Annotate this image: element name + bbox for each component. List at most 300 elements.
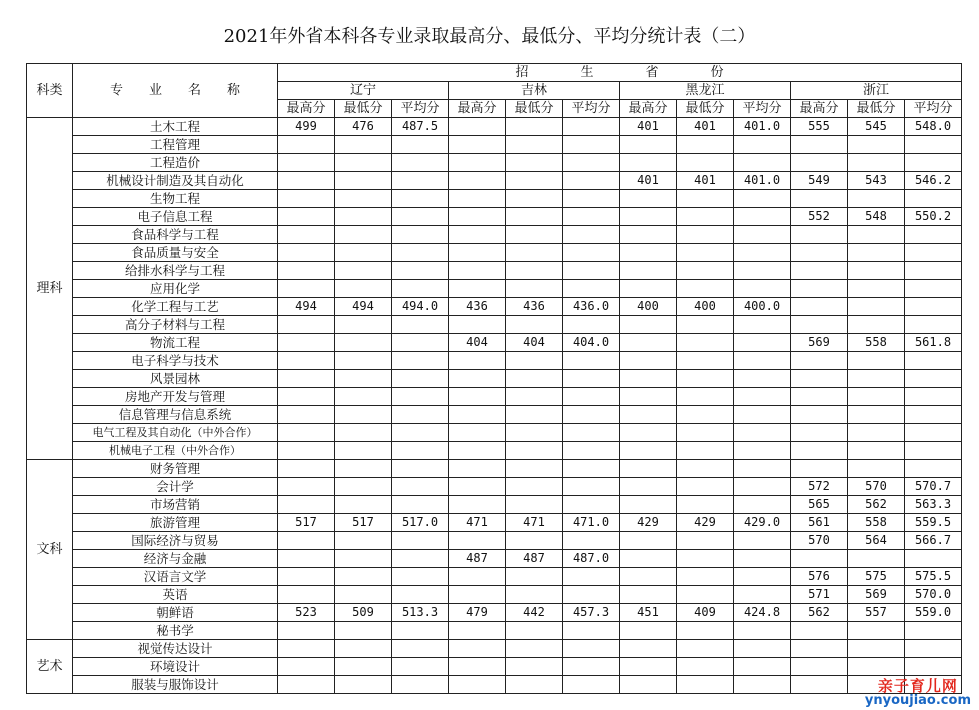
score-cell <box>734 406 791 424</box>
score-cell <box>278 496 335 514</box>
score-cell <box>335 172 392 190</box>
score-cell <box>392 532 449 550</box>
score-cell <box>677 424 734 442</box>
score-cell <box>506 190 563 208</box>
score-cell <box>506 622 563 640</box>
score-cell: 566.7 <box>905 532 962 550</box>
score-cell <box>734 208 791 226</box>
score-cell <box>677 676 734 694</box>
score-cell: 523 <box>278 604 335 622</box>
score-cell: 487.0 <box>563 550 620 568</box>
major-name: 视觉传达设计 <box>137 641 213 656</box>
major-name: 朝鲜语 <box>156 605 194 620</box>
sub-header-avg: 平均分 <box>905 100 962 118</box>
major-name: 服装与服饰设计 <box>131 677 219 692</box>
score-cell <box>848 388 905 406</box>
score-cell <box>335 190 392 208</box>
score-cell <box>506 442 563 460</box>
major-cell <box>73 298 278 316</box>
score-cell <box>734 226 791 244</box>
score-cell <box>278 586 335 604</box>
major-cell <box>73 604 278 622</box>
score-cell <box>449 496 506 514</box>
score-cell: 569 <box>848 586 905 604</box>
score-cell <box>449 262 506 280</box>
score-cell <box>677 496 734 514</box>
sub-header-min: 最低分 <box>506 100 563 118</box>
major-name: 房地产开发与管理 <box>124 389 225 404</box>
score-cell <box>392 226 449 244</box>
score-cell <box>449 316 506 334</box>
score-cell <box>791 280 848 298</box>
score-cell: 401 <box>677 118 734 136</box>
major-cell <box>73 280 278 298</box>
major-name: 财务管理 <box>149 461 200 476</box>
major-cell <box>73 334 278 352</box>
score-cell <box>563 442 620 460</box>
score-cell: 549 <box>791 172 848 190</box>
score-cell <box>278 568 335 586</box>
score-cell: 559.5 <box>905 514 962 532</box>
score-cell <box>335 334 392 352</box>
score-cell: 570.0 <box>905 586 962 604</box>
score-cell: 404.0 <box>563 334 620 352</box>
sub-header-max: 最高分 <box>791 100 848 118</box>
score-cell: 550.2 <box>905 208 962 226</box>
score-cell <box>392 424 449 442</box>
score-cell <box>791 424 848 442</box>
score-cell <box>677 622 734 640</box>
score-cell: 409 <box>677 604 734 622</box>
score-cell <box>278 154 335 172</box>
score-cell <box>506 388 563 406</box>
score-cell <box>449 280 506 298</box>
score-cell <box>449 586 506 604</box>
score-cell <box>848 190 905 208</box>
score-cell: 517 <box>278 514 335 532</box>
major-cell <box>73 388 278 406</box>
score-cell <box>449 640 506 658</box>
score-cell: 558 <box>848 514 905 532</box>
score-cell <box>563 532 620 550</box>
sub-header-avg: 平均分 <box>563 100 620 118</box>
score-cell <box>677 586 734 604</box>
score-cell <box>449 424 506 442</box>
score-cell <box>734 370 791 388</box>
province-header-heilongjiang: 黑龙江 <box>620 82 791 100</box>
table-row <box>27 136 962 154</box>
major-name: 生物工程 <box>149 191 200 206</box>
score-cell: 570 <box>791 532 848 550</box>
score-cell <box>734 334 791 352</box>
score-cell: 401.0 <box>734 118 791 136</box>
score-cell: 457.3 <box>563 604 620 622</box>
score-cell <box>392 136 449 154</box>
score-cell: 401.0 <box>734 172 791 190</box>
major-cell <box>73 406 278 424</box>
score-cell <box>278 640 335 658</box>
score-cell <box>449 568 506 586</box>
score-cell <box>449 622 506 640</box>
score-cell: 436 <box>449 298 506 316</box>
score-cell <box>278 388 335 406</box>
table-row <box>27 676 962 694</box>
score-cell <box>506 406 563 424</box>
score-cell <box>335 622 392 640</box>
score-cell <box>620 460 677 478</box>
score-cell <box>506 370 563 388</box>
score-cell <box>620 442 677 460</box>
score-cell: 548 <box>848 208 905 226</box>
major-name: 食品质量与安全 <box>131 245 219 260</box>
score-cell <box>734 316 791 334</box>
score-cell <box>848 280 905 298</box>
score-cell: 552 <box>791 208 848 226</box>
score-cell: 571 <box>791 586 848 604</box>
major-name: 给排水科学与工程 <box>124 263 225 278</box>
table-row <box>27 244 962 262</box>
score-cell <box>620 190 677 208</box>
score-cell <box>335 658 392 676</box>
score-cell <box>506 496 563 514</box>
score-cell <box>677 262 734 280</box>
major-name: 工程管理 <box>149 137 200 152</box>
table-row <box>27 334 962 352</box>
score-cell <box>335 640 392 658</box>
score-cell <box>392 658 449 676</box>
category-cell: 理科 <box>27 118 73 460</box>
score-cell: 400 <box>677 298 734 316</box>
score-cell <box>848 550 905 568</box>
score-cell <box>278 424 335 442</box>
score-cell <box>392 442 449 460</box>
score-cell <box>734 478 791 496</box>
score-cell <box>677 226 734 244</box>
score-cell <box>905 226 962 244</box>
table-row <box>27 280 962 298</box>
score-cell: 570.7 <box>905 478 962 496</box>
score-cell <box>734 586 791 604</box>
score-cell <box>791 262 848 280</box>
score-cell <box>563 262 620 280</box>
table-row <box>27 208 962 226</box>
score-cell <box>506 532 563 550</box>
score-cell <box>677 244 734 262</box>
table-row <box>27 514 962 532</box>
score-cell <box>449 370 506 388</box>
major-cell <box>73 676 278 694</box>
score-cell <box>677 406 734 424</box>
major-cell <box>73 514 278 532</box>
score-cell: 401 <box>620 172 677 190</box>
score-cell <box>563 280 620 298</box>
score-cell <box>905 658 962 676</box>
score-cell <box>335 154 392 172</box>
score-cell <box>563 496 620 514</box>
score-cell <box>335 406 392 424</box>
major-cell <box>73 226 278 244</box>
score-cell <box>905 550 962 568</box>
score-cell <box>848 352 905 370</box>
score-cell <box>506 676 563 694</box>
score-cell <box>677 442 734 460</box>
score-cell <box>791 190 848 208</box>
score-cell <box>734 190 791 208</box>
table-row <box>27 262 962 280</box>
score-cell: 479 <box>449 604 506 622</box>
score-cell <box>449 118 506 136</box>
score-cell <box>506 262 563 280</box>
major-name: 高分子材料与工程 <box>124 317 225 332</box>
score-cell <box>563 208 620 226</box>
sub-header-max: 最高分 <box>449 100 506 118</box>
score-cell <box>335 262 392 280</box>
score-cell: 436 <box>506 298 563 316</box>
score-cell: 561.8 <box>905 334 962 352</box>
score-cell <box>506 478 563 496</box>
score-cell <box>278 262 335 280</box>
page-title: 2021年外省本科各专业录取最高分、最低分、平均分统计表（二） <box>223 26 756 47</box>
score-cell <box>905 298 962 316</box>
score-cell <box>506 658 563 676</box>
score-cell: 494.0 <box>392 298 449 316</box>
score-cell: 565 <box>791 496 848 514</box>
score-cell <box>392 190 449 208</box>
score-cell <box>506 244 563 262</box>
score-cell <box>278 550 335 568</box>
score-cell <box>335 496 392 514</box>
score-cell <box>449 190 506 208</box>
score-cell: 548.0 <box>905 118 962 136</box>
score-cell <box>563 460 620 478</box>
score-cell <box>335 388 392 406</box>
score-cell <box>449 352 506 370</box>
category-header: 科类 <box>27 64 73 118</box>
table-row <box>27 442 962 460</box>
score-cell: 499 <box>278 118 335 136</box>
score-cell <box>677 478 734 496</box>
score-cell: 545 <box>848 118 905 136</box>
score-cell <box>392 154 449 172</box>
score-cell <box>278 316 335 334</box>
score-cell <box>278 442 335 460</box>
major-name: 机械电子工程（中外合作） <box>109 444 241 457</box>
score-cell: 517.0 <box>392 514 449 532</box>
score-cell <box>620 370 677 388</box>
score-cell: 494 <box>278 298 335 316</box>
score-cell <box>734 244 791 262</box>
major-cell <box>73 442 278 460</box>
major-name: 化学工程与工艺 <box>131 299 219 314</box>
score-cell <box>563 244 620 262</box>
score-cell: 513.3 <box>392 604 449 622</box>
score-cell <box>677 388 734 406</box>
major-header: 专 业 名 称 <box>73 64 278 118</box>
score-cell <box>905 244 962 262</box>
table-row <box>27 154 962 172</box>
score-cell: 562 <box>848 496 905 514</box>
table-row <box>27 640 962 658</box>
score-cell <box>734 442 791 460</box>
major-name: 旅游管理 <box>149 515 200 530</box>
score-cell <box>449 244 506 262</box>
sub-header-max: 最高分 <box>278 100 335 118</box>
score-cell: 451 <box>620 604 677 622</box>
score-cell <box>905 424 962 442</box>
score-cell <box>449 208 506 226</box>
score-cell <box>506 568 563 586</box>
score-cell <box>449 442 506 460</box>
major-name: 英语 <box>162 587 188 602</box>
score-cell <box>335 532 392 550</box>
score-cell <box>506 316 563 334</box>
score-cell <box>506 172 563 190</box>
score-cell <box>392 568 449 586</box>
major-cell <box>73 586 278 604</box>
score-cell: 558 <box>848 334 905 352</box>
score-cell <box>392 370 449 388</box>
score-cell <box>392 262 449 280</box>
major-cell <box>73 640 278 658</box>
major-cell <box>73 352 278 370</box>
score-cell <box>278 352 335 370</box>
score-cell <box>392 496 449 514</box>
score-cell <box>449 136 506 154</box>
score-cell: 517 <box>335 514 392 532</box>
score-cell: 557 <box>848 604 905 622</box>
score-cell <box>791 658 848 676</box>
province-header-zhejiang: 浙江 <box>791 82 962 100</box>
score-cell <box>335 478 392 496</box>
score-cell: 404 <box>449 334 506 352</box>
score-cell <box>392 550 449 568</box>
score-cell <box>392 244 449 262</box>
sub-header-max: 最高分 <box>620 100 677 118</box>
score-cell <box>620 406 677 424</box>
score-cell <box>278 622 335 640</box>
score-cell <box>620 658 677 676</box>
score-cell <box>791 550 848 568</box>
score-cell <box>620 280 677 298</box>
table-row <box>27 478 962 496</box>
score-cell <box>392 640 449 658</box>
score-cell <box>905 460 962 478</box>
score-cell <box>620 676 677 694</box>
score-cell <box>278 676 335 694</box>
score-cell <box>278 280 335 298</box>
score-cell <box>620 334 677 352</box>
table-row <box>27 316 962 334</box>
major-cell <box>73 478 278 496</box>
score-cell <box>848 298 905 316</box>
score-cell: 562 <box>791 604 848 622</box>
score-cell <box>905 370 962 388</box>
score-cell <box>278 478 335 496</box>
table-row <box>27 118 962 136</box>
table-row <box>27 424 962 442</box>
score-cell: 563.3 <box>905 496 962 514</box>
score-cell <box>848 262 905 280</box>
score-cell <box>335 424 392 442</box>
major-cell <box>73 154 278 172</box>
score-cell: 561 <box>791 514 848 532</box>
score-cell <box>905 622 962 640</box>
score-cell <box>848 370 905 388</box>
sub-header-min: 最低分 <box>848 100 905 118</box>
score-cell <box>848 406 905 424</box>
score-cell <box>848 424 905 442</box>
score-cell <box>905 406 962 424</box>
score-cell <box>677 316 734 334</box>
score-cell: 471.0 <box>563 514 620 532</box>
score-cell <box>506 208 563 226</box>
score-cell <box>677 640 734 658</box>
score-cell <box>734 550 791 568</box>
score-cell <box>449 460 506 478</box>
table-row <box>27 622 962 640</box>
major-cell <box>73 136 278 154</box>
score-cell <box>848 154 905 172</box>
score-cell: 471 <box>506 514 563 532</box>
score-cell <box>905 316 962 334</box>
score-cell: 429.0 <box>734 514 791 532</box>
table-row <box>27 298 962 316</box>
table-row <box>27 604 962 622</box>
score-cell <box>449 388 506 406</box>
major-name: 会计学 <box>156 479 194 494</box>
score-cell <box>677 550 734 568</box>
score-cell <box>563 172 620 190</box>
score-cell <box>620 478 677 496</box>
score-cell <box>449 532 506 550</box>
score-cell: 543 <box>848 172 905 190</box>
score-cell <box>791 226 848 244</box>
score-cell <box>449 658 506 676</box>
score-cell <box>791 622 848 640</box>
score-cell <box>734 388 791 406</box>
score-cell <box>335 442 392 460</box>
table-body <box>27 64 962 694</box>
table-row <box>27 550 962 568</box>
major-cell <box>73 172 278 190</box>
score-cell <box>791 352 848 370</box>
score-cell <box>335 226 392 244</box>
score-cell <box>449 406 506 424</box>
score-cell <box>905 280 962 298</box>
table-row <box>27 190 962 208</box>
score-cell: 401 <box>677 172 734 190</box>
score-cell <box>848 136 905 154</box>
major-cell <box>73 496 278 514</box>
score-cell <box>734 154 791 172</box>
score-cell: 400 <box>620 298 677 316</box>
score-cell <box>791 316 848 334</box>
category-cell: 艺术 <box>27 640 73 694</box>
score-cell <box>449 676 506 694</box>
major-cell <box>73 568 278 586</box>
score-cell <box>677 208 734 226</box>
score-cell: 400.0 <box>734 298 791 316</box>
header-row-enroll <box>27 64 962 82</box>
score-cell <box>335 550 392 568</box>
score-cell <box>563 226 620 244</box>
major-name: 经济与金融 <box>143 551 207 566</box>
score-cell <box>677 658 734 676</box>
score-cell <box>563 586 620 604</box>
score-cell: 546.2 <box>905 172 962 190</box>
score-cell <box>848 460 905 478</box>
score-cell: 494 <box>335 298 392 316</box>
